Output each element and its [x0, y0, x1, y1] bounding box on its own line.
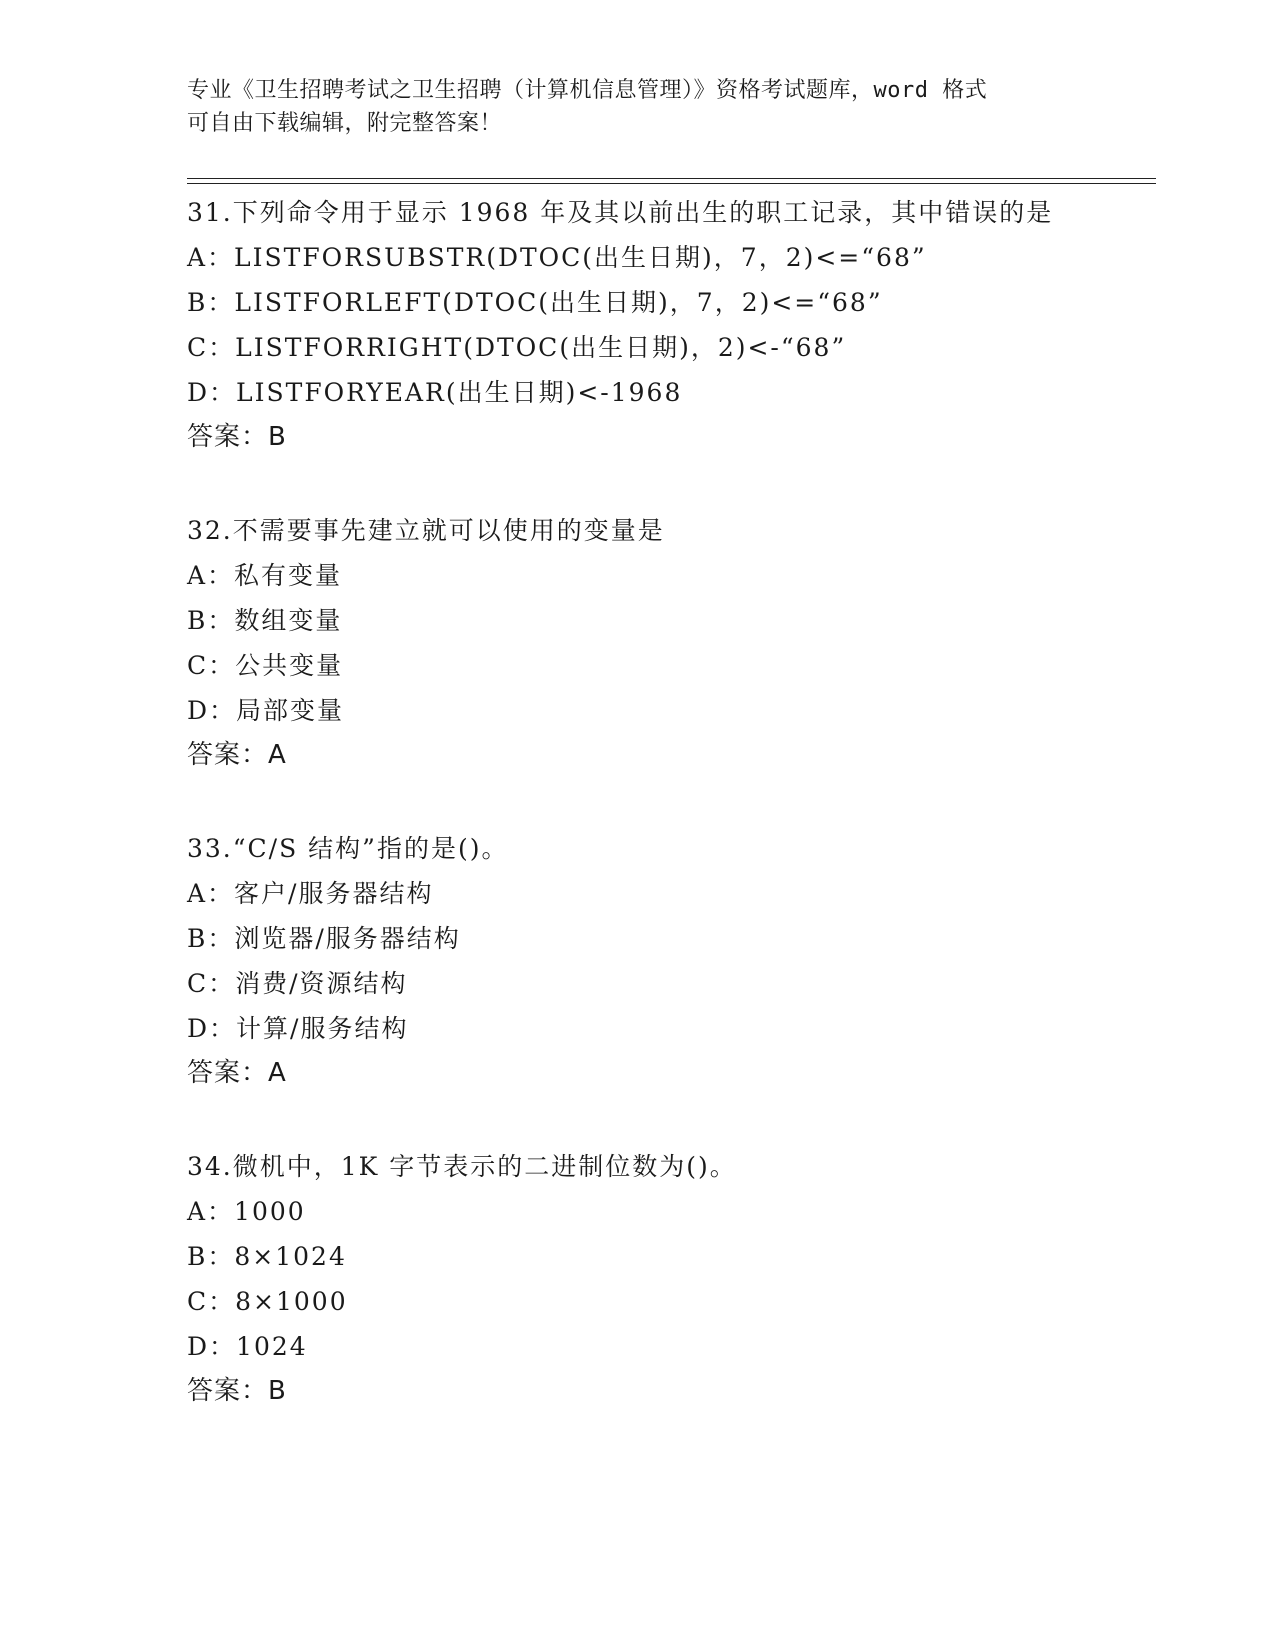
option-d: D：1024 — [187, 1332, 308, 1361]
option-d: D：局部变量 — [187, 696, 345, 725]
option-b: B：浏览器/服务器结构 — [187, 924, 461, 953]
question-stem: 33.“C/S 结构”指的是()。 — [187, 834, 509, 863]
option-c: C：公共变量 — [187, 651, 344, 680]
option-b: B：LISTFORLEFT(DTOC(出生日期)，7，2)<=“68” — [187, 288, 883, 317]
document-header — [187, 74, 1067, 140]
option-a: A：1000 — [187, 1197, 306, 1226]
option-b: B：8×1024 — [187, 1242, 347, 1271]
option-c: C：消费/资源结构 — [187, 969, 408, 998]
option-a: A：客户/服务器结构 — [187, 879, 434, 908]
question-32 — [187, 508, 1087, 778]
option-b: B：数组变量 — [187, 606, 343, 635]
question-34 — [187, 1144, 1087, 1414]
answer-line: 答案：B — [187, 1376, 287, 1406]
answer-line: 答案：A — [187, 1058, 287, 1088]
option-a: A：LISTFORSUBSTR(DTOC(出生日期)，7，2)<=“68” — [187, 243, 927, 272]
header-line-2: 可自由下载编辑，附完整答案！ — [187, 111, 503, 136]
option-a: A：私有变量 — [187, 561, 343, 590]
question-stem: 32.不需要事先建立就可以使用的变量是 — [187, 516, 665, 545]
header-divider-top — [187, 178, 1156, 179]
question-stem: 34.微机中，1K 字节表示的二进制位数为()。 — [187, 1152, 737, 1181]
question-33 — [187, 826, 1087, 1096]
option-d: D：计算/服务结构 — [187, 1014, 409, 1043]
header-line-1: 专业《卫生招聘考试之卫生招聘（计算机信息管理）》资格考试题库，word 格式 — [187, 78, 988, 103]
option-c: C：8×1000 — [187, 1287, 348, 1316]
answer-line: 答案：A — [187, 740, 287, 770]
option-d: D：LISTFORYEAR(出生日期)<-1968 — [187, 378, 683, 407]
option-c: C：LISTFORRIGHT(DTOC(出生日期)，2)<-“68” — [187, 333, 847, 362]
question-stem: 31.下列命令用于显示 1968 年及其以前出生的职工记录，其中错误的是 — [187, 198, 1054, 227]
question-31 — [187, 190, 1087, 460]
question-list — [187, 190, 1087, 1462]
header-divider-bottom — [187, 183, 1156, 184]
answer-line: 答案：B — [187, 422, 287, 452]
